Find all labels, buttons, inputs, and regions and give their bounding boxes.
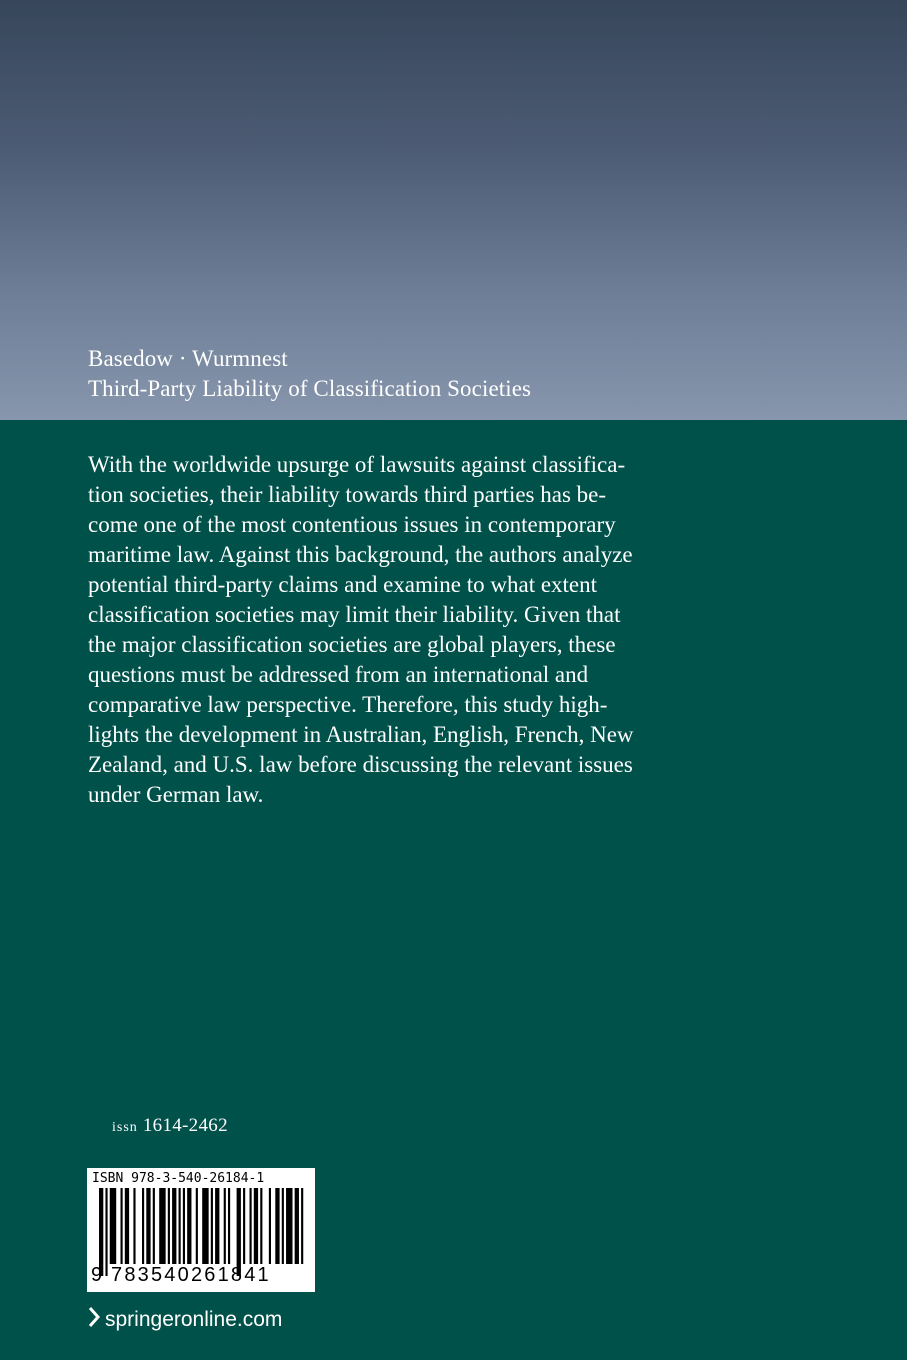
book-title: Third-Party Liability of Classification Societies [88,376,532,401]
barcode-bar [250,1188,252,1264]
issn-line [112,1115,228,1137]
barcode-bar [196,1188,198,1264]
barcode-bar [142,1188,144,1264]
publisher-website[interactable] [88,1307,282,1333]
chevron-right-icon [88,1307,102,1333]
ean-first-digit: 9 [91,1264,103,1286]
barcode-bar [99,1188,103,1276]
blurb-line: tion societies, their liability towards third parties has be- [88,482,607,507]
barcode-bar [275,1188,279,1264]
barcode-bar [295,1188,299,1264]
barcode-bar [179,1188,181,1264]
barcode-bar [237,1188,241,1276]
barcode-bar [301,1188,303,1264]
ean-digits: 783540261841 [111,1264,271,1286]
barcode-bar [282,1188,284,1264]
barcode-bar [269,1188,271,1264]
barcode-bar [168,1188,170,1264]
authors: Basedow · Wurmnest [88,346,288,371]
isbn-text: ISBN 978-3-540-26184-1 [92,1171,265,1186]
barcode-bar [105,1188,107,1276]
barcode-bar [228,1188,230,1264]
barcode-bar [211,1188,213,1264]
barcode-bar [172,1188,176,1264]
blurb-line: Zealand, and U.S. law before discussing the relevant issues [88,752,633,777]
blurb-line: classification societies may limit their liability. Given that [88,602,621,627]
barcode-bar [286,1188,292,1264]
barcode-bar [133,1188,135,1264]
barcode-bar [183,1188,185,1264]
blurb-line: under German law. [88,782,264,807]
website-url: springeronline.com [105,1308,283,1331]
blurb-line: questions must be addressed from an international and [88,662,589,687]
barcode-bar [215,1188,219,1264]
blurb-text [88,450,708,810]
blurb-line: the major classification societies are global players, these [88,632,616,657]
isbn-barcode [87,1168,315,1292]
barcode-bar [159,1188,165,1264]
barcode-bar [254,1188,258,1264]
issn-label: issn [112,1120,138,1135]
barcode-bar [187,1188,191,1264]
barcode-bar [153,1188,155,1264]
barcode-bar [260,1188,262,1264]
blurb-line: comparative law perspective. Therefore, this study high- [88,692,608,717]
blurb-line: lights the development in Australian, English, French, New [88,722,634,747]
issn-number: 1614-2462 [142,1115,228,1136]
barcode-bar [243,1188,245,1264]
barcode-bar [110,1188,116,1264]
barcode-bar [202,1188,208,1264]
blurb-line: come one of the most contentious issues in contemporary [88,512,616,537]
blurb-line: With the worldwide upsurge of lawsuits against classifica- [88,452,626,477]
blurb-line: maritime law. Against this background, the authors analyze [88,542,633,567]
blurb-line: potential third-party claims and examine to what extent [88,572,598,597]
barcode-bar [121,1188,123,1264]
barcode-bar [224,1188,226,1264]
barcode-bar [125,1188,129,1264]
barcode-bar [146,1188,150,1264]
